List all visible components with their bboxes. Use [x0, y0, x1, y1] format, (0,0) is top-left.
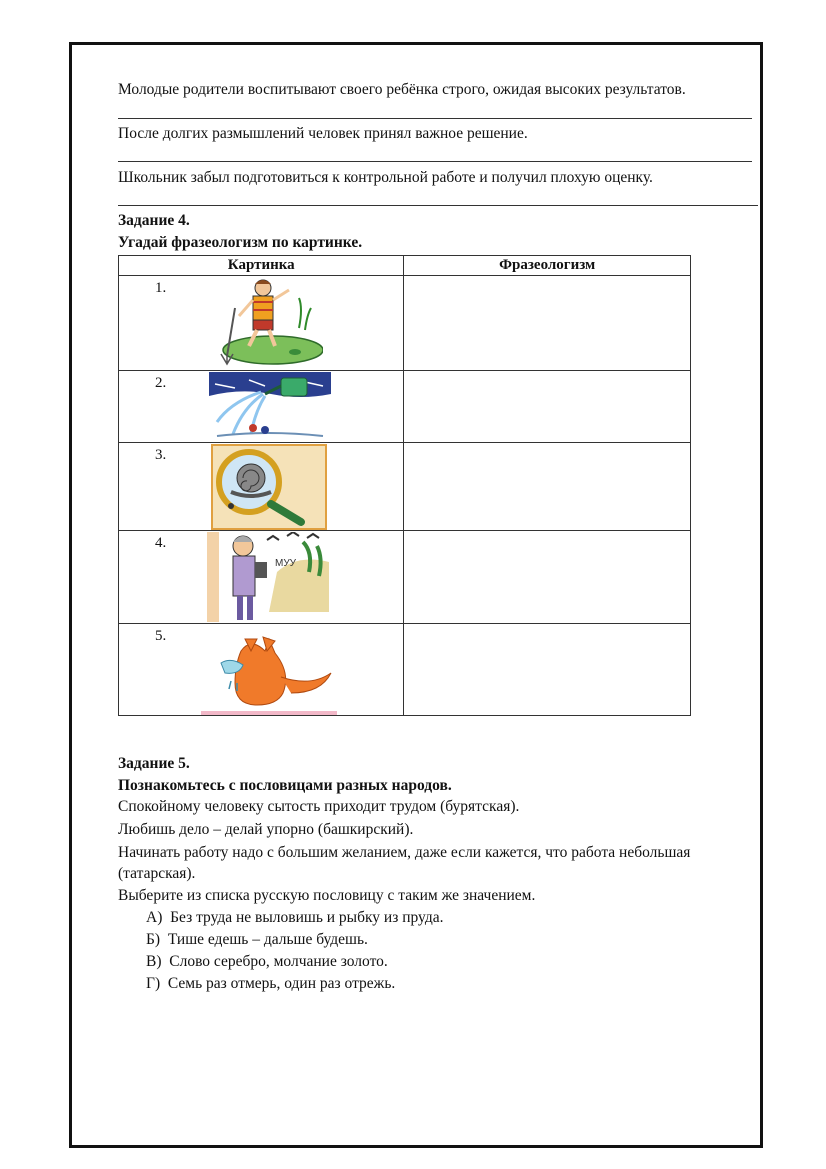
boy-on-swamp-island-icon	[211, 278, 323, 370]
answer-cell[interactable]	[404, 624, 691, 716]
svg-text:МУУ: МУУ	[275, 558, 297, 569]
option-text: Тише едешь – дальше будешь.	[167, 931, 368, 948]
sentence-1: Молодые родители воспитывают своего ребёнка строго, ожидая высоких результатов.	[118, 81, 686, 98]
phraseology-table	[118, 255, 691, 716]
header-picture: Картинка	[119, 256, 404, 276]
picture-cell	[119, 371, 404, 443]
man-with-birds-icon	[207, 532, 339, 622]
option-c[interactable]	[146, 952, 388, 972]
row-number: 5.	[155, 628, 167, 644]
task4-instruction: Угадай фразеологизм по картинке.	[118, 234, 363, 251]
sentence-3: Школьник забыл подготовиться к контрольной работе и получил плохую оценку.	[118, 169, 653, 186]
task4-title: Задание 4.	[118, 212, 190, 229]
answer-line-1[interactable]	[118, 118, 752, 119]
sentence-2: После долгих размышлений человек принял важное решение.	[118, 125, 528, 142]
option-b[interactable]	[146, 930, 368, 950]
task5-question: Выберите из списка русскую пословицу с таким же значением.	[118, 887, 536, 904]
option-d[interactable]	[146, 974, 395, 994]
answer-cell[interactable]	[404, 276, 691, 371]
answer-cell[interactable]	[404, 443, 691, 531]
answer-line-2[interactable]	[118, 161, 752, 162]
option-letter: Б)	[146, 931, 161, 948]
option-text: Слово серебро, молчание золото.	[169, 953, 388, 970]
task5-instruction: Познакомьтесь с пословицами разных народов.	[118, 777, 452, 794]
picture-cell	[119, 443, 404, 531]
proverb-3: Начинать работу надо с большим желанием, даже если кажется, что работа небольшая	[118, 844, 691, 861]
table-row	[119, 276, 691, 371]
option-letter: А)	[146, 909, 163, 926]
option-letter: Г)	[146, 975, 161, 992]
table-row	[119, 443, 691, 531]
table-row	[119, 371, 691, 443]
proverb-2: Любишь дело – делай упорно (башкирский).	[118, 821, 414, 838]
picture-cell	[119, 276, 404, 371]
option-text: Без труда не выловишь и рыбку из пруда.	[170, 909, 444, 926]
proverb-1: Спокойному человеку сытость приходит трудом (бурятская).	[118, 798, 520, 815]
option-a[interactable]	[146, 908, 443, 928]
picture-cell	[119, 624, 404, 716]
table-header-row	[119, 256, 691, 276]
row-number: 4.	[155, 535, 167, 551]
task5-title: Задание 5.	[118, 755, 190, 772]
crying-cat-icon	[201, 625, 337, 715]
magnifying-glass-snail-icon	[211, 444, 327, 530]
row-number: 1.	[155, 280, 167, 296]
row-number: 3.	[155, 447, 167, 463]
header-phraseologism: Фразеологизм	[404, 256, 691, 276]
option-letter: В)	[146, 953, 162, 970]
row-number: 2.	[155, 375, 167, 391]
answer-line-3[interactable]	[118, 205, 758, 206]
proverb-3-continuation: (татарская).	[118, 865, 196, 882]
table-row	[119, 531, 691, 624]
answer-cell[interactable]	[404, 371, 691, 443]
table-row	[119, 624, 691, 716]
answer-cell[interactable]	[404, 531, 691, 624]
picture-cell	[119, 531, 404, 624]
option-text: Семь раз отмерь, один раз отрежь.	[167, 975, 396, 992]
watering-can-rain-icon	[209, 372, 331, 442]
